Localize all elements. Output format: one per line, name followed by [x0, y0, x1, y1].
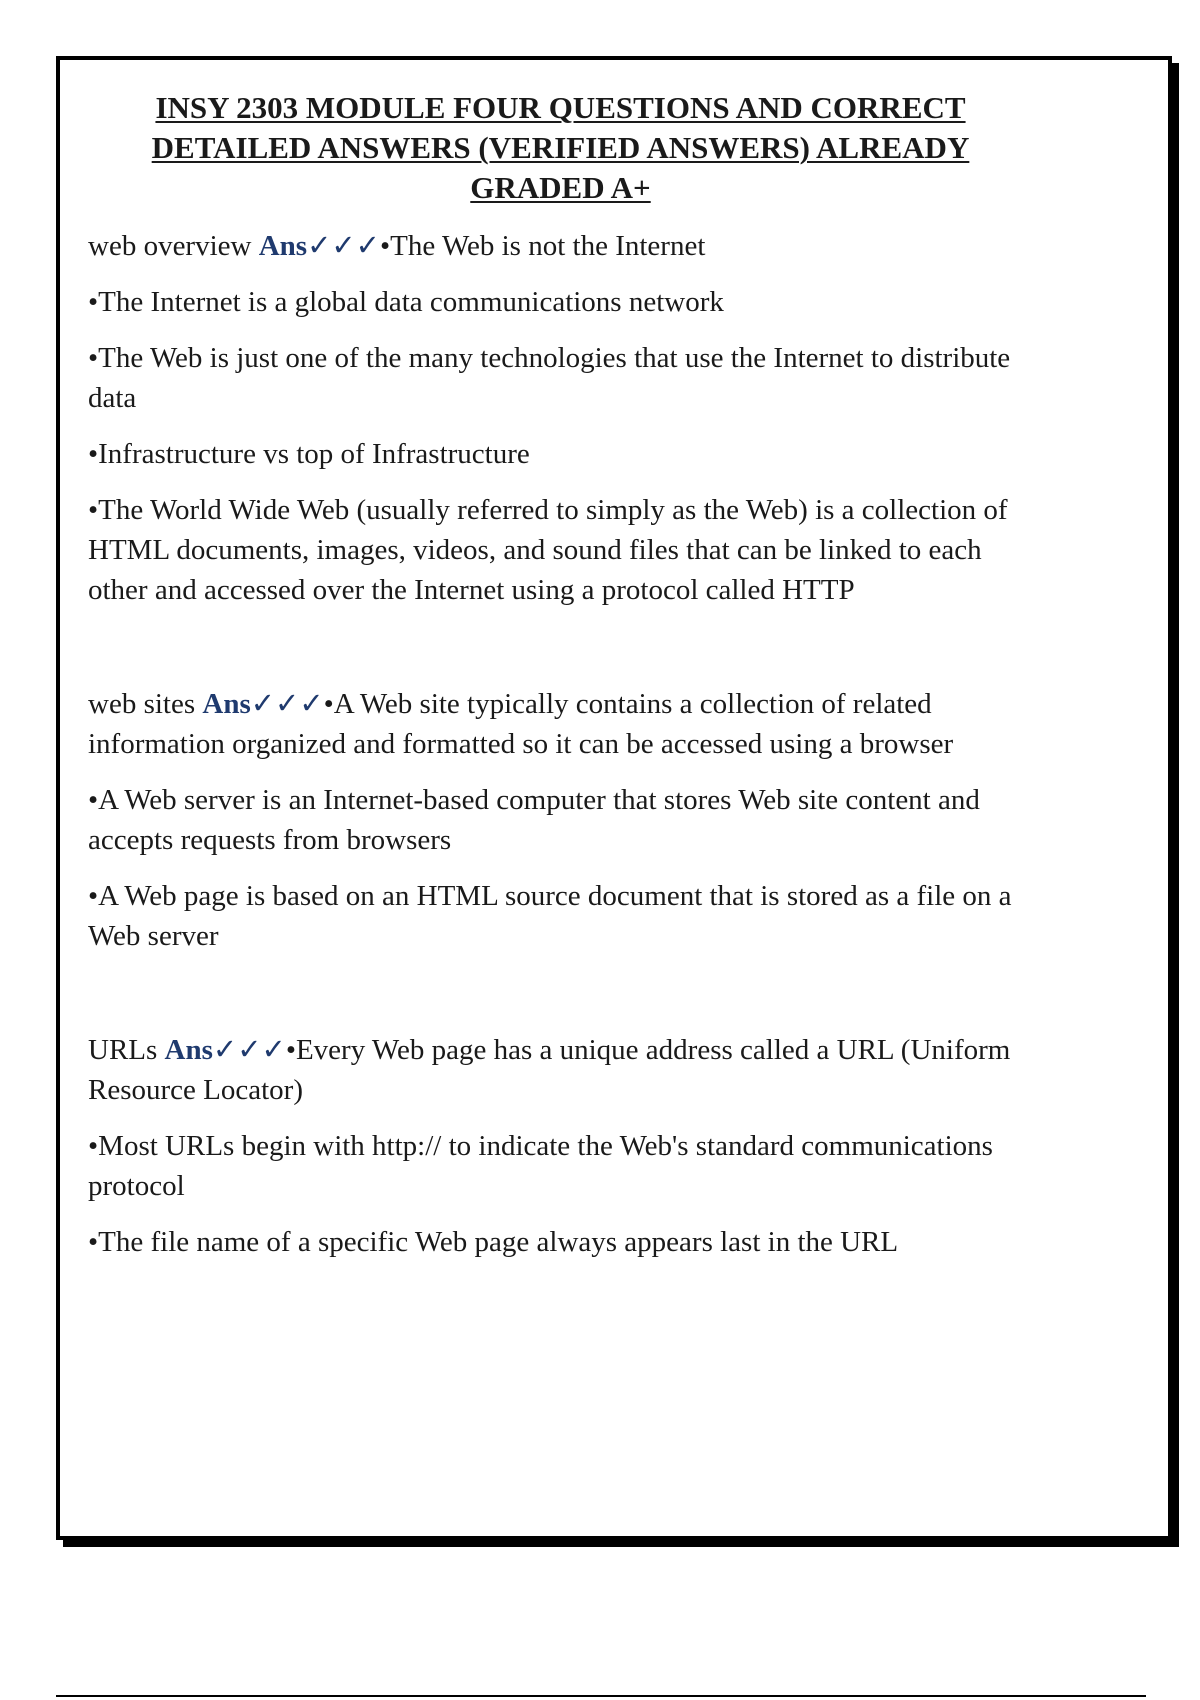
- document-title: [88, 88, 1033, 208]
- qa-answer-line: •A Web server is an Internet-based computer that stores Web site content and accepts requests from browsers: [88, 784, 980, 856]
- qa-answer-line: •Most URLs begin with http:// to indicate the Web's standard communications protocol: [88, 1130, 993, 1202]
- qa-answer-line: •A Web page is based on an HTML source document that is stored as a file on a Web server: [88, 880, 1012, 952]
- qa-answer-first: •Every Web page has a unique address called a URL (Uniform Resource Locator): [88, 1034, 1011, 1106]
- qa-answer-first: •The Web is not the Internet: [379, 230, 706, 262]
- qa-answer-line: •The Internet is a global data communications network: [88, 286, 724, 318]
- qa-answer-line: •The file name of a specific Web page always appears last in the URL: [88, 1226, 899, 1258]
- qa-answer-line: •Infrastructure vs top of Infrastructure: [88, 438, 530, 470]
- footer-rule: [56, 1695, 1146, 1697]
- qa-question: [88, 1030, 1033, 1110]
- qa-question: [88, 226, 1033, 266]
- document-body: [88, 88, 1033, 1278]
- qa-answer-line: •The Web is just one of the many technologies that use the Internet to distribute data: [88, 342, 1011, 414]
- qa-question: [88, 684, 1033, 764]
- qa-answer-first: •A Web site typically contains a collection of related information organized and formatted so it can be accessed using a browser: [88, 688, 954, 760]
- check-marks-icon: ✓✓✓: [307, 230, 380, 262]
- qa-term: web overview: [88, 230, 252, 262]
- ans-label: Ans: [258, 230, 308, 262]
- check-marks-icon: ✓✓✓: [250, 688, 324, 720]
- qa-answer-line: •The World Wide Web (usually referred to simply as the Web) is a collection of HTML documents, images, videos, and sound files that can be linked to each other and accessed over the Internet using a protocol called HTTP: [88, 494, 1008, 606]
- qa-term: URLs: [88, 1034, 158, 1066]
- ans-label: Ans: [164, 1034, 213, 1066]
- title-line: INSY 2303 MODULE FOUR QUESTIONS AND CORRECT: [155, 90, 966, 125]
- check-marks-icon: ✓✓✓: [212, 1034, 286, 1066]
- qa-web-sites: [88, 684, 1033, 956]
- qa-urls: [88, 1030, 1033, 1262]
- qa-web-overview: [88, 226, 1033, 610]
- title-line: GRADED A+: [470, 170, 651, 205]
- qa-term: web sites: [88, 688, 196, 720]
- title-line: DETAILED ANSWERS (VERIFIED ANSWERS) ALREADY: [151, 130, 970, 165]
- ans-label: Ans: [202, 688, 251, 720]
